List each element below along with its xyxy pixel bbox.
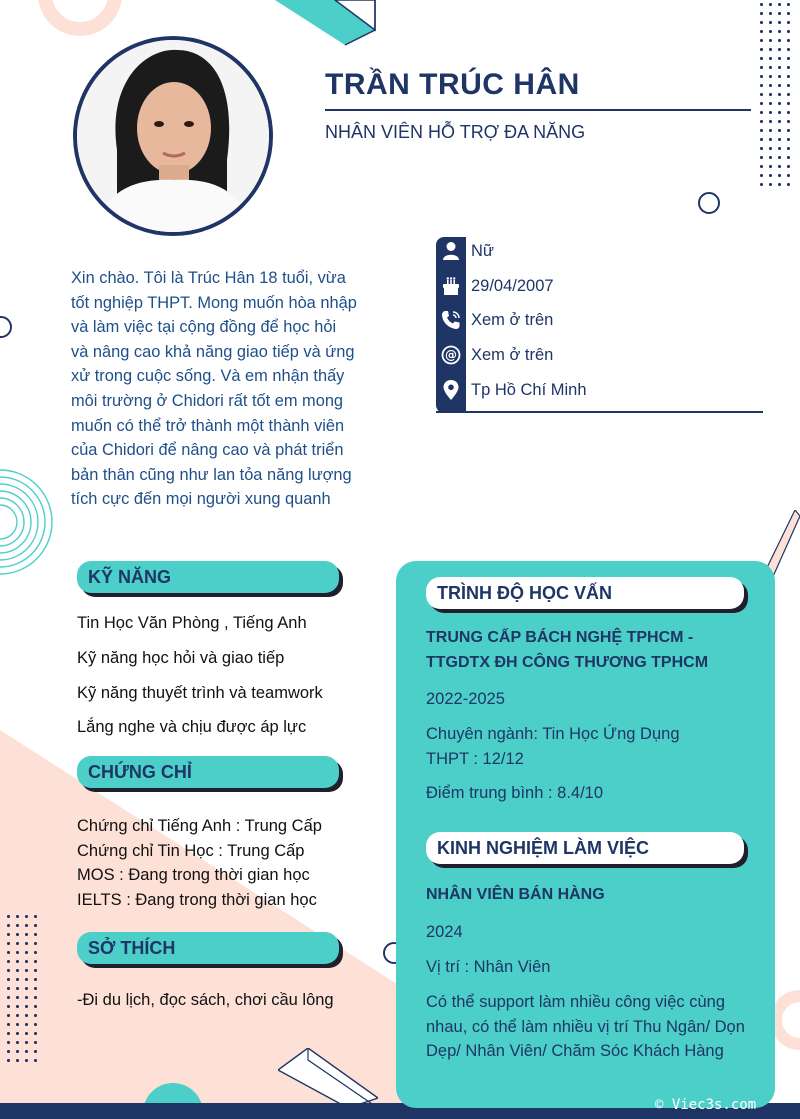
skills-heading: KỸ NĂNG <box>77 561 339 593</box>
about-paragraph: Xin chào. Tôi là Trúc Hân 18 tuổi, vừa tốt nghiệp THPT. Mong muốn hòa nhập và làm việc tại cộng đồng để học hỏi và nâng cao khả năng giao tiếp và ứng xử trong cuộc sống. Và em nhận thấy môi trường ở Chidori rất tốt em mong muốn có thể trở thành một thành viên của Chidori để nâng cao và phát triển bản thân cũng như lan tỏa năng lượng tích cực đến mọi người xung quanh <box>71 269 357 509</box>
birthday-value: 29/04/2007 <box>471 276 554 295</box>
hobbies-text: -Đi du lịch, đọc sách, chơi cầu lông <box>77 991 334 1009</box>
hobbies-heading: SỞ THÍCH <box>77 932 339 964</box>
education-highschool: THPT : 12/12 <box>426 750 524 768</box>
skill-item: Kỹ năng thuyết trình và teamwork <box>77 684 323 702</box>
decor-dots-top-right <box>757 0 795 188</box>
name-divider <box>325 109 751 111</box>
education-gpa: Điểm trung bình : 8.4/10 <box>426 784 604 802</box>
contact-address <box>436 373 766 407</box>
certificate-item: Chứng chỉ Tiếng Anh : Trung Cấp <box>77 817 322 835</box>
education-major: Chuyên ngành: Tin Học Ứng Dụng <box>426 725 680 743</box>
experience-position: Vị trí : Nhân Viên <box>426 958 551 976</box>
certificate-item: MOS : Đang trong thời gian học <box>77 866 310 885</box>
certificates-heading: CHỨNG CHỈ <box>77 756 339 788</box>
experience-description: Có thể support làm nhiều công việc cùng nhau, có thể làm nhiều vị trí Thu Ngân/ Dọn Dẹp/ Nhân Viên/ Chăm Sóc Khách Hàng <box>426 993 745 1061</box>
education-years: 2022-2025 <box>426 690 505 708</box>
watermark: © Viec3s.com <box>655 1097 757 1113</box>
skill-item: Lắng nghe và chịu được áp lực <box>77 718 307 736</box>
contact-birthday <box>436 269 766 303</box>
experience-title: NHÂN VIÊN BÁN HÀNG <box>426 886 605 903</box>
skill-item: Tin Học Văn Phòng , Tiếng Anh <box>77 614 307 632</box>
contact-gender <box>436 234 766 268</box>
certificate-item: Chứng chỉ Tin Học : Trung Cấp <box>77 841 305 860</box>
decor-concentric-arcs <box>0 452 56 592</box>
skill-item: Kỹ năng học hỏi và giao tiếp <box>77 649 285 667</box>
phone-value: Xem ở trên <box>471 310 554 329</box>
decor-top-left-ring <box>38 0 122 36</box>
user-icon <box>436 241 466 261</box>
address-value: Tp Hồ Chí Minh <box>471 380 587 399</box>
avatar <box>73 36 273 236</box>
decor-bottom-prism <box>278 1048 378 1108</box>
experience-heading: KINH NGHIỆM LÀM VIỆC <box>426 832 744 864</box>
birthday-cake-icon <box>436 276 466 296</box>
decor-left-half-circle <box>0 316 12 338</box>
svg-text:@: @ <box>445 348 457 362</box>
location-pin-icon <box>436 380 466 400</box>
decor-small-circle <box>698 192 720 214</box>
certificates-list <box>77 814 322 912</box>
education-heading: TRÌNH ĐỘ HỌC VẤN <box>426 577 744 609</box>
email-value: Xem ở trên <box>471 345 554 364</box>
gender-value: Nữ <box>471 241 494 260</box>
decor-top-prism <box>275 0 385 50</box>
avatar-portrait-icon <box>77 40 269 232</box>
candidate-name: TRẦN TRÚC HÂN <box>325 68 580 101</box>
school-name-line2: TTGDTX ĐH CÔNG THƯƠNG TPHCM <box>426 654 709 671</box>
contact-divider <box>436 411 763 413</box>
job-title: NHÂN VIÊN HỖ TRỢ ĐA NĂNG <box>325 122 586 142</box>
phone-icon <box>436 310 466 330</box>
certificate-item: IELTS : Đang trong thời gian học <box>77 890 317 909</box>
school-name-line1: TRUNG CẤP BÁCH NGHỆ TPHCM - <box>426 629 694 646</box>
email-at-icon <box>436 345 466 365</box>
decor-dots-bottom-left <box>4 912 38 1062</box>
contact-phone <box>436 303 766 337</box>
contact-email <box>436 338 766 372</box>
experience-year: 2024 <box>426 923 463 941</box>
